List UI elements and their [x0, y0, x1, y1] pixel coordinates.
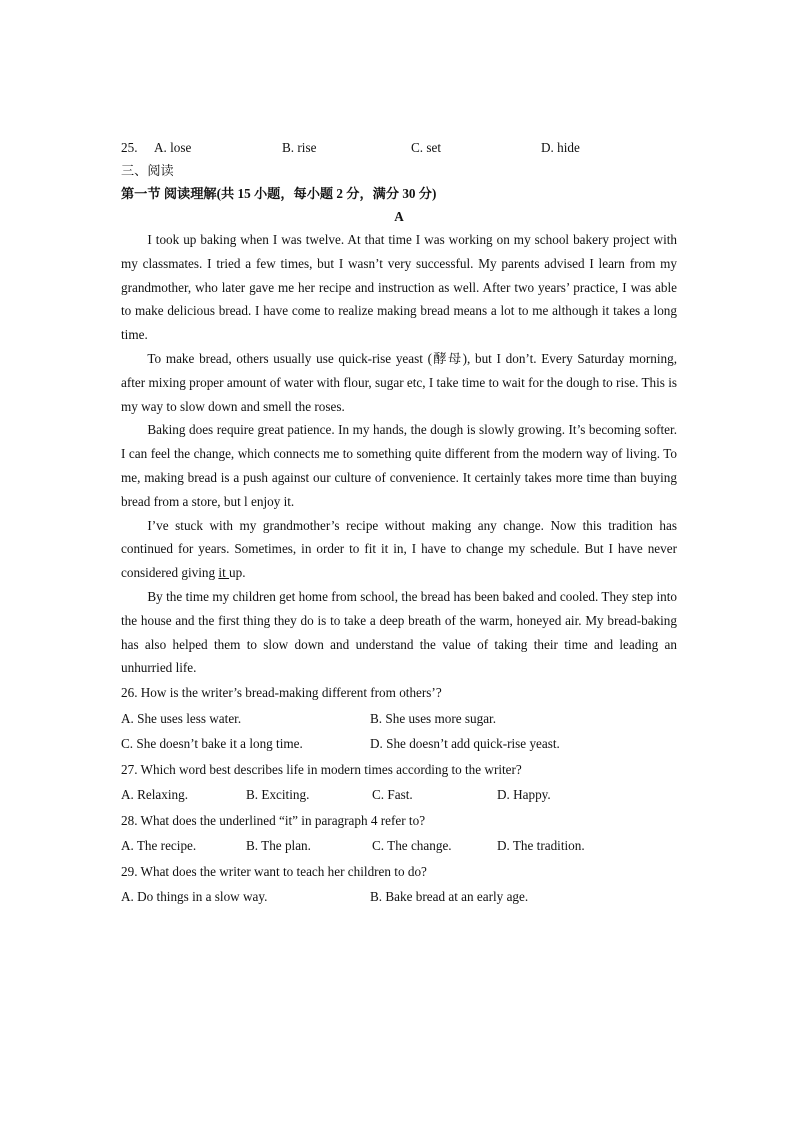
option-d: D. Happy. [497, 787, 551, 803]
option-a: A. Relaxing. [121, 787, 189, 803]
option-b: B. Bake bread at an early age. [370, 889, 529, 905]
section-heading: 三、阅读 [121, 163, 174, 178]
option-a: A. She uses less water. [121, 710, 242, 726]
passage-label: A [394, 209, 404, 224]
paragraph-2: To make bread, others usually use quick-rise yeast (酵母), but I don’t. Every Saturday morning, after mixing proper amount of water with flour, sugar etc, I take time to wait for the dough to rise. This is my way to slow down and smell the roses. [121, 350, 677, 414]
option-c: C. She doesn’t bake it a long time. [121, 736, 303, 752]
option-b: B. rise [282, 140, 317, 155]
exam-page [121, 136, 677, 910]
option-b: B. She uses more sugar. [370, 710, 497, 726]
paragraph-5: By the time my children get home from school, the bread has been baked and cooled. They step into the house and the first thing they do is to take a deep breath of the warm, honeyed air. My bread-baking has also helped them to slow down and understand the value of taking their time and leading an unhurried life. [121, 588, 677, 676]
question-27-stem: 27. Which word best describes life in modern times according to the writer? [121, 761, 522, 777]
part-heading: 第一节 阅读理解(共 15 小题，每小题 2 分，满分 30 分) [121, 186, 437, 201]
underlined-it: it [218, 565, 230, 581]
paragraph-4-text: I’ve stuck with my grandmother’s recipe without making any change. Now this tradition has continued for years. Sometimes, in order to fit it in, I have to change my schedule. But I have never considered giving [121, 517, 677, 581]
paragraph-3: Baking does require great patience. In my hands, the dough is slowly growing. It’s becoming softer. I can feel the change, which connects me to something quite different from the modern way of living. To me, making bread is a push against our culture of convenience. It certainly takes more time than buying bread from a store, but l enjoy it. [121, 422, 677, 509]
question-26-options-row-2 [121, 731, 677, 757]
question-26-options-row-1 [121, 706, 677, 732]
question-28-options-row [121, 833, 677, 859]
paragraph-1: I took up baking when I was twelve. At that time I was working on my school bakery project with my classmates. I tried a few times, but I wasn’t very successful. My parents advised I learn from my grandmother, who later gave me her recipe and instruction as well. After two years’ practice, I was able to make delicious bread. I have come to realize making bread means a lot to me although it takes a long time. [121, 232, 677, 343]
question-25-options-row [121, 136, 677, 159]
paragraph-4-end: up. [229, 565, 246, 581]
option-b: B. Exciting. [246, 787, 310, 803]
option-a: A. lose [154, 140, 192, 155]
option-d: D. The tradition. [497, 838, 585, 854]
option-a: A. The recipe. [121, 838, 197, 854]
question-27-options-row [121, 782, 677, 808]
question-number: 25. [121, 140, 138, 155]
option-c: C. set [411, 140, 442, 155]
paragraph-4 [121, 514, 677, 585]
option-c: C. The change. [372, 838, 452, 854]
option-b: B. The plan. [246, 838, 311, 854]
question-28-stem: 28. What does the underlined “it” in paragraph 4 refer to? [121, 812, 426, 828]
option-d: D. hide [541, 140, 580, 155]
option-d: D. She doesn’t add quick-rise yeast. [370, 736, 560, 752]
option-a: A. Do things in a slow way. [121, 889, 268, 905]
option-c: C. Fast. [372, 787, 413, 803]
question-29-options-row [121, 884, 677, 910]
question-29-stem: 29. What does the writer want to teach her children to do? [121, 863, 427, 879]
question-26-stem: 26. How is the writer’s bread-making different from others’? [121, 685, 442, 701]
